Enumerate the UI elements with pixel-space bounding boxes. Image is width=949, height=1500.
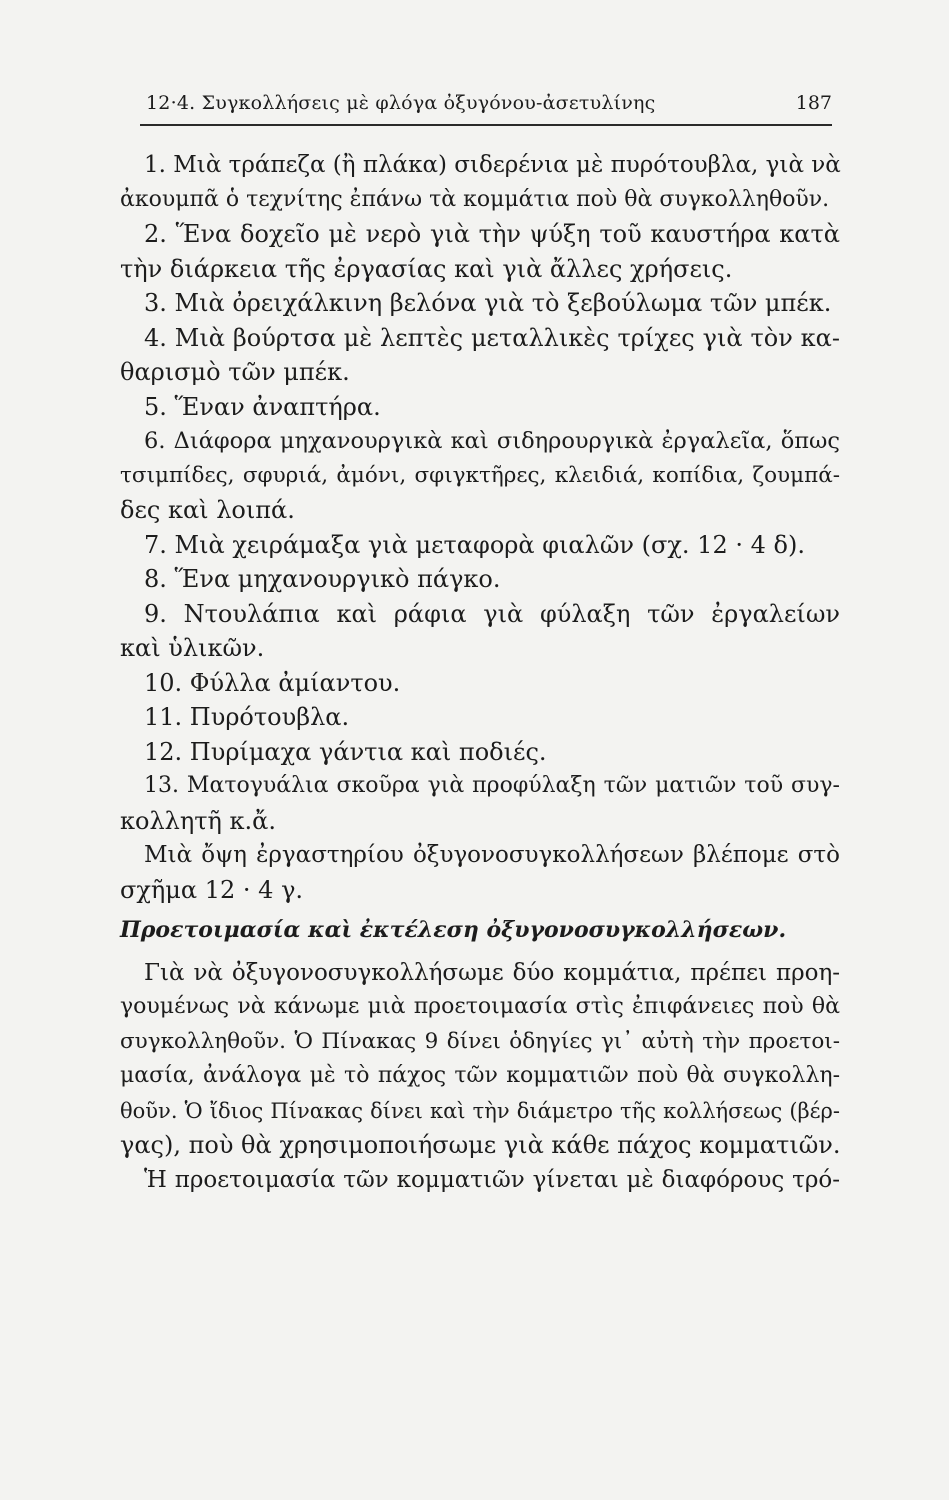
item-1-line-1: 1. Μιὰ τράπεζα (ἢ πλάκα) σιδερένια μὲ πυρότουβλα, γιὰ νὰ bbox=[144, 152, 841, 178]
body-text bbox=[120, 148, 840, 1197]
header-rule bbox=[140, 124, 832, 126]
item-3-line-1: 3. Μιὰ ὀρειχάλκινη βελόνα γιὰ τὸ ξεβούλωμα τῶν μπέκ. bbox=[144, 289, 832, 317]
paragraph-1-line-2: σχῆμα 12 · 4 γ. bbox=[120, 875, 304, 904]
item-7-line-1: 7. Μιὰ χειράμαξα γιὰ μεταφορὰ φιαλῶν (σχ. 12 · 4 δ). bbox=[144, 530, 805, 559]
item-2-line-1: 2. Ἕνα δοχεῖο μὲ νερὸ γιὰ τὴν ψύξη τοῦ καυστήρα κατὰ bbox=[144, 220, 840, 248]
paragraph-2-line-1: Γιὰ νὰ ὀξυγονοσυγκολλήσωμε δύο κομμάτια, πρέπει προη- bbox=[144, 959, 840, 986]
paragraph-3-line-1: Ἡ προετοιμασία τῶν κομματιῶν γίνεται μὲ διαφόρους τρό- bbox=[144, 1166, 840, 1193]
item-6-line-3: δες καὶ λοιπά. bbox=[120, 496, 295, 524]
item-5-line-1: 5. Ἕναν ἀναπτήρα. bbox=[144, 392, 381, 421]
item-9-line-1: 9. Ντουλάπια καὶ ράφια γιὰ φύλαξη τῶν ἐργαλείων bbox=[144, 599, 840, 628]
item-4-line-2: θαρισμὸ τῶν μπέκ. bbox=[120, 358, 350, 386]
item-4-line-1: 4. Μιὰ βούρτσα μὲ λεπτὲς μεταλλικὲς τρίχες γιὰ τὸν κα- bbox=[144, 323, 840, 352]
item-11-line-1: 11. Πυρότουβλα. bbox=[144, 703, 350, 731]
item-1-line-2: ἀκουμπᾶ ὁ τεχνίτης ἐπάνω τὰ κομμάτια ποὺ θὰ συγκολληθοῦν. bbox=[120, 186, 830, 212]
paragraph-2-line-4: μασία, ἀνάλογα μὲ τὸ πάχος τῶν κομματιῶν ποὺ θὰ συγκολλη- bbox=[120, 1063, 840, 1088]
item-2-line-2: τὴν διάρκεια τῆς ἐργασίας καὶ γιὰ ἄλλες χρήσεις. bbox=[120, 254, 733, 283]
item-9-line-2: καὶ ὑλικῶν. bbox=[120, 634, 265, 662]
item-8-line-1: 8. Ἕνα μηχανουργικὸ πάγκο. bbox=[144, 565, 501, 593]
paragraph-2-line-6: γας), ποὺ θὰ χρησιμοποιήσωμε γιὰ κάθε πάχος κομματιῶν. bbox=[120, 1131, 841, 1159]
paragraph-1-line-1: Μιὰ ὄψη ἐργαστηρίου ὀξυγονοσυγκολλήσεων βλέπομε στὸ bbox=[144, 842, 840, 868]
running-header bbox=[140, 92, 832, 122]
section-title: 12·4. Συγκολλήσεις μὲ φλόγα ὀξυγόνου-ἀσετυλίνης bbox=[146, 92, 656, 114]
item-6-line-2: τσιμπίδες, σφυριά, ἀμόνι, σφιγκτῆρες, κλειδιά, κοπίδια, ζουμπά- bbox=[120, 462, 840, 488]
item-13-line-2: κολλητῆ κ.ἄ. bbox=[120, 806, 276, 835]
item-6-line-1: 6. Διάφορα μηχανουργικὰ καὶ σιδηρουργικὰ ἐργαλεῖα, ὅπως bbox=[144, 428, 840, 454]
paragraph-2-line-3: συγκολληθοῦν. Ὁ Πίνακας 9 δίνει ὁδηγίες γι᾽ αὐτὴ τὴν προετοι- bbox=[120, 1028, 840, 1054]
paragraph-2-line-5: θοῦν. Ὁ ἴδιος Πίνακας δίνει καὶ τὴν διάμετρο τῆς κολλήσεως (βέρ- bbox=[120, 1098, 840, 1123]
item-10-line-1: 10. Φύλλα ἀμίαντου. bbox=[144, 668, 401, 697]
item-12-line-1: 12. Πυρίμαχα γάντια καὶ ποδιές. bbox=[144, 737, 547, 766]
page-number: 187 bbox=[795, 92, 832, 114]
item-13-line-1: 13. Ματογυάλια σκοῦρα γιὰ προφύλαξη τῶν ματιῶν τοῦ συγ- bbox=[144, 773, 840, 798]
section-heading: Προετοιμασία καὶ ἐκτέλεση ὀξυγονοσυγκολλήσεων. bbox=[120, 917, 787, 943]
paragraph-2-line-2: γουμένως νὰ κάνωμε μιὰ προετοιμασία στὶς ἐπιφάνειες ποὺ θὰ bbox=[120, 994, 840, 1019]
